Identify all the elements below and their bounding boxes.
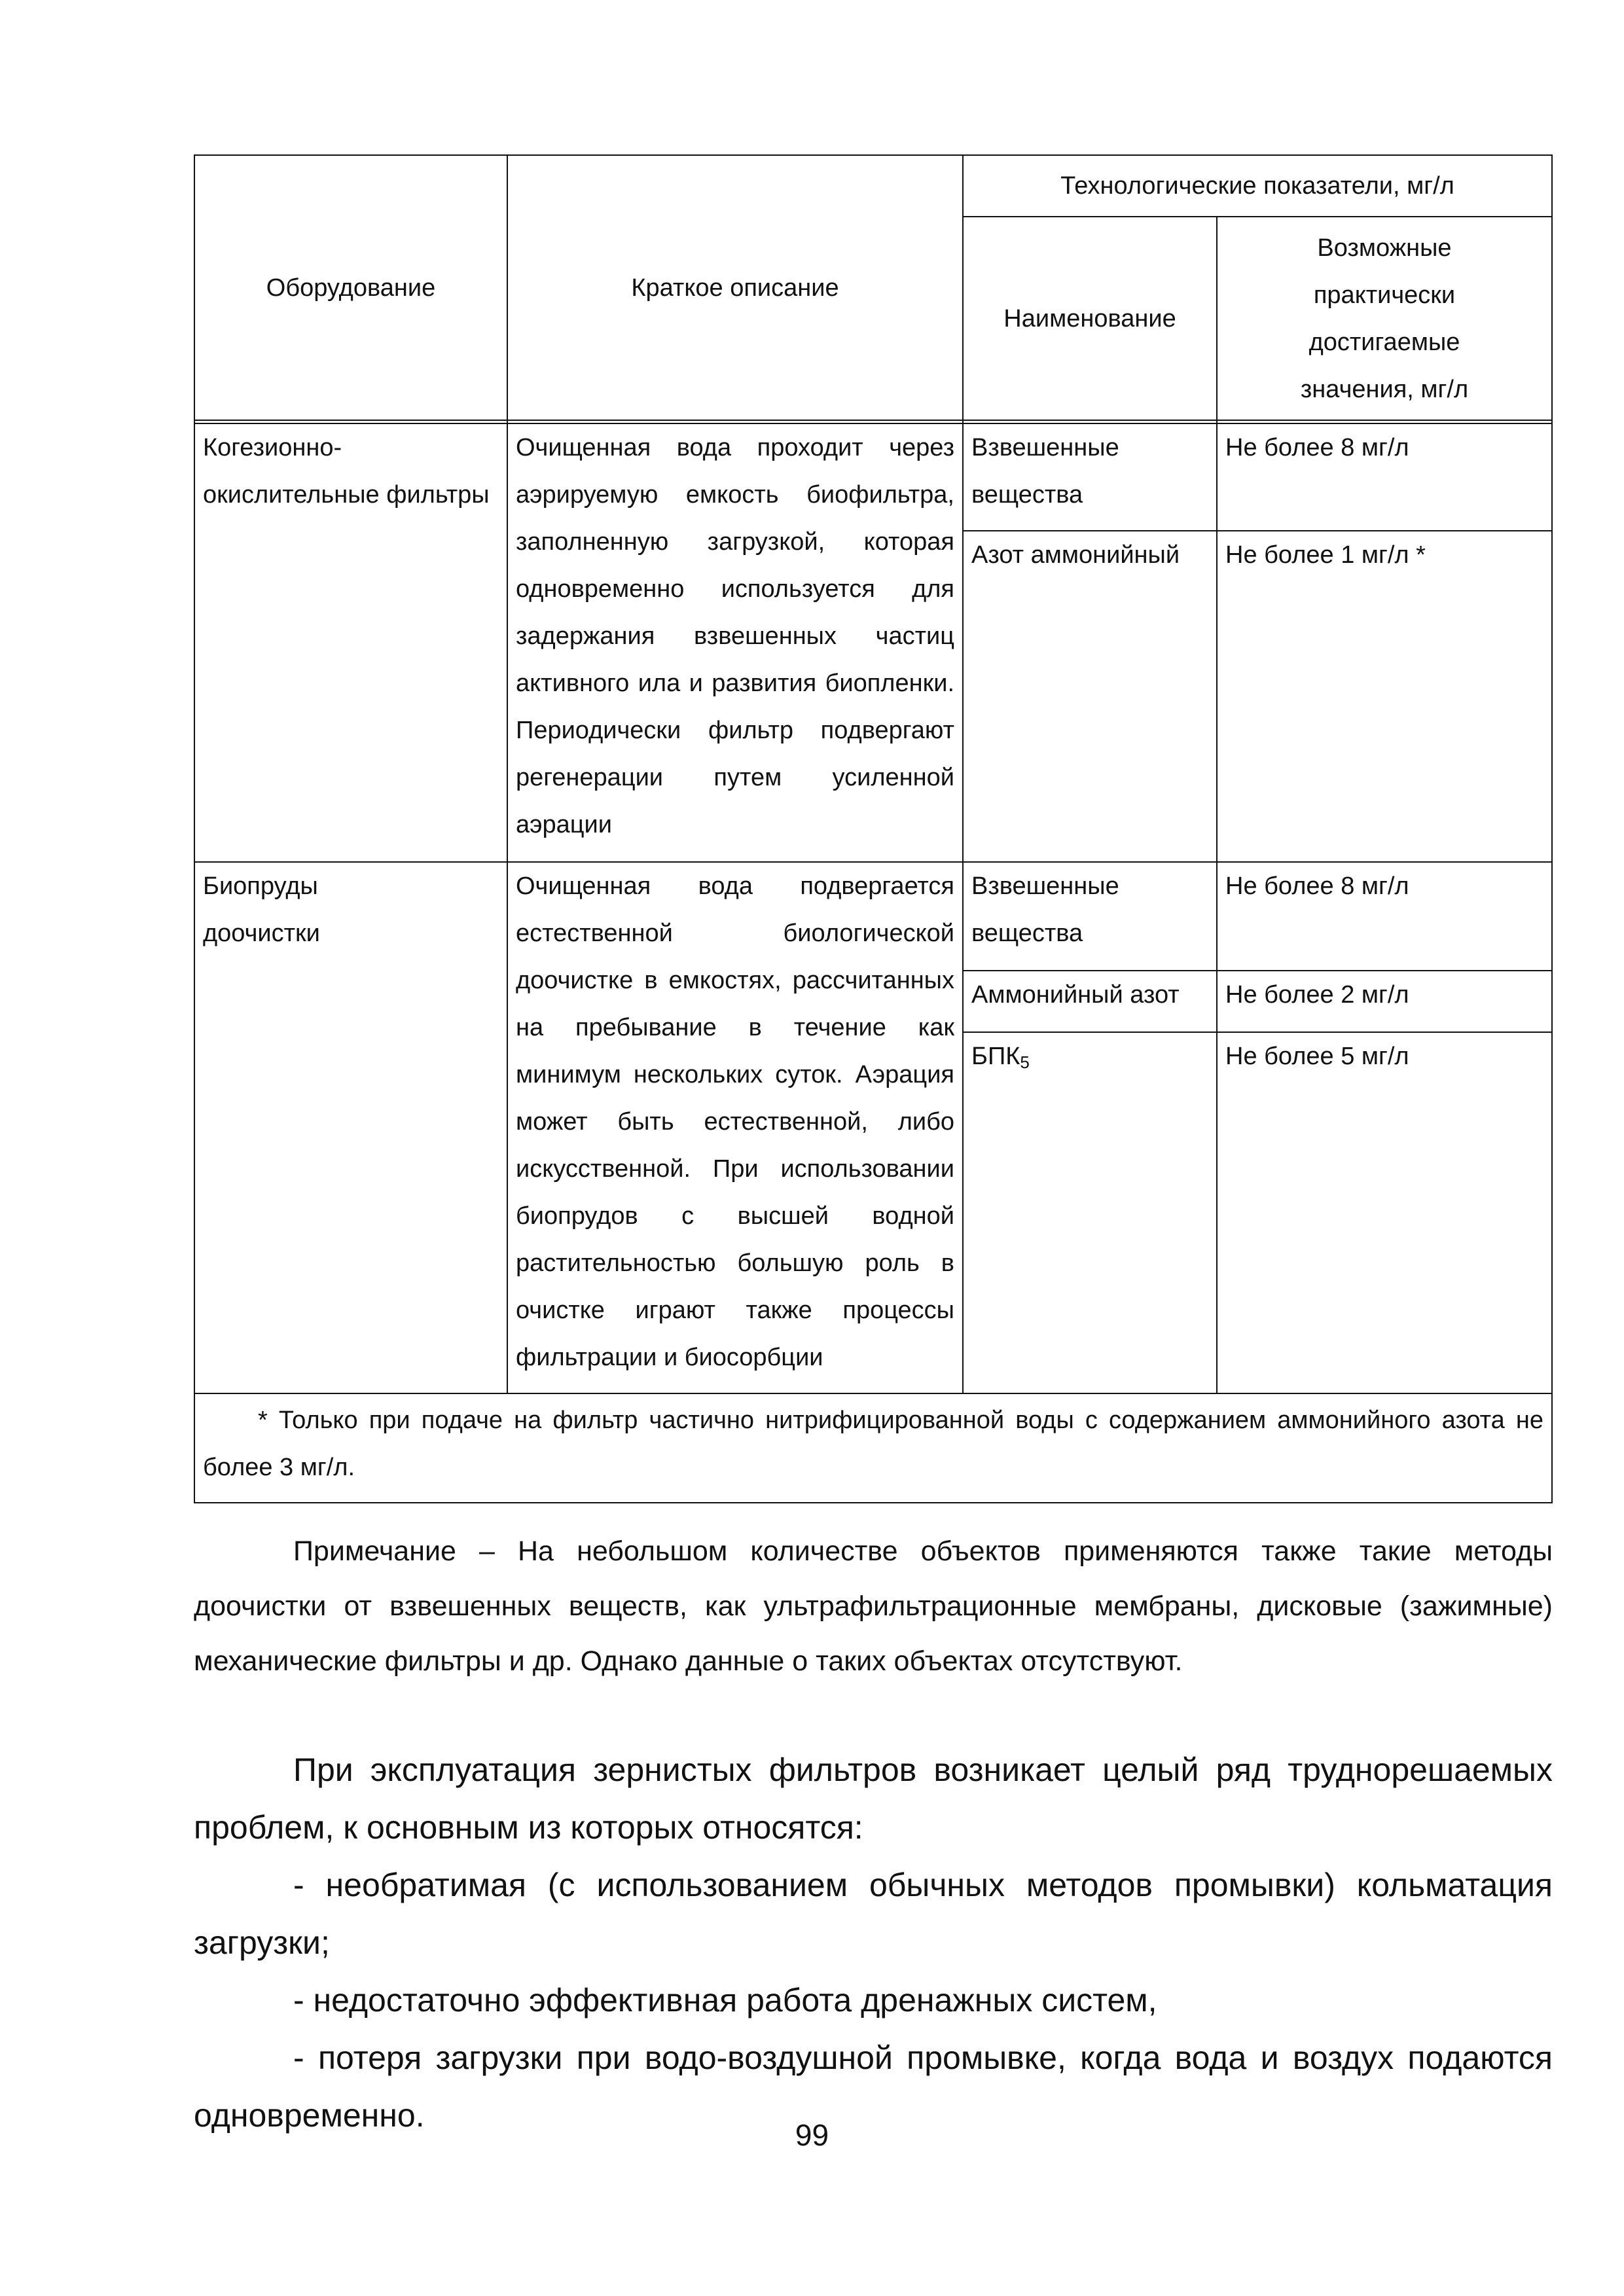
- row2-indicator-3-name: [964, 1033, 1216, 1080]
- note-paragraph: Примечание – На небольшом количестве объектов применяются также такие методы доочистки от взвешенных веществ, как ультрафильтрационные мембраны, дисковые (зажимные) механические фильтры и др. Однако данные о таких объектах отсутствуют.: [194, 1535, 1553, 1677]
- note-block: [194, 1524, 1553, 1689]
- row2-indicator-2-name: Аммонийный азот: [971, 981, 1180, 1009]
- bpk-label: БПК: [971, 1043, 1020, 1070]
- page-number: 99: [795, 2118, 829, 2152]
- header-bottom-line: [194, 420, 1553, 421]
- header-name: Наименование: [1003, 304, 1176, 332]
- row2-equipment: Биопруды доочистки: [203, 872, 320, 947]
- row1-indicator-2-value: Не более 1 мг/л *: [1225, 541, 1426, 569]
- bpk-subscript: 5: [1020, 1052, 1030, 1072]
- body-text: [194, 1741, 1553, 2144]
- header-equipment: Оборудование: [266, 274, 436, 302]
- header-values: Возможные практически достигаемые значения, мг/л: [1300, 234, 1469, 403]
- row1-indicator-2-name: Азот аммонийный: [971, 541, 1180, 569]
- list-item-3: - потеря загрузки при водо-воздушной промывке, когда вода и воздух подаются одновременно.: [194, 2039, 1553, 2134]
- row2-indicator-1-name: Взвешенные вещества: [971, 872, 1119, 947]
- header-description: Краткое описание: [631, 274, 839, 302]
- row1-indicator-1-name: Взвешенные вещества: [971, 434, 1119, 509]
- list-item-2: - недостаточно эффективная работа дренажных систем,: [293, 1982, 1157, 2018]
- row1-indicator-1-value: Не более 8 мг/л: [1225, 434, 1409, 461]
- footnote-top-line: [194, 1393, 1553, 1394]
- row1-description: Очищенная вода проходит через аэрируемую емкость биофильтра, заполненную загрузкой, которая одновременно используется для задержания взвешенных частиц активного ила и развития биопленки. Периодически фильтр подвергают регенерации путем усиленной аэрации: [516, 434, 954, 838]
- row2-indicator-2-value: Не более 2 мг/л: [1225, 981, 1409, 1009]
- table-border-bottom: [194, 1502, 1553, 1503]
- table-border-right: [1551, 154, 1553, 1503]
- table-footnote: * Только при подаче на фильтр частично нитрифицированной воды с содержанием аммонийного азота не более 3 мг/л.: [203, 1407, 1543, 1481]
- row2-description: Очищенная вода подвергается естественной биологической доочистке в емкостях, рассчитанных на пребывание в течение как минимум нескольких суток. Аэрация может быть естественной, либо искусственной. При использовании биопрудов с высшей водной растительностью большую роль в очистке играют также процессы фильтрации и биосорбции: [516, 872, 954, 1371]
- header-indicators-group: Технологические показатели, мг/л: [1060, 172, 1454, 200]
- row1-equipment: Когезионно-окислительные фильтры: [203, 434, 490, 509]
- row2-indicator-1-value: Не более 8 мг/л: [1225, 872, 1409, 900]
- row2-indicator-3-value: Не более 5 мг/л: [1225, 1043, 1409, 1070]
- equipment-table: [194, 154, 1553, 1503]
- paragraph-intro: При эксплуатация зернистых фильтров возникает целый ряд труднорешаемых проблем, к основным из которых относятся:: [194, 1751, 1553, 1846]
- list-item-1: - необратимая (с использованием обычных методов промывки) кольматация загрузки;: [194, 1867, 1553, 1961]
